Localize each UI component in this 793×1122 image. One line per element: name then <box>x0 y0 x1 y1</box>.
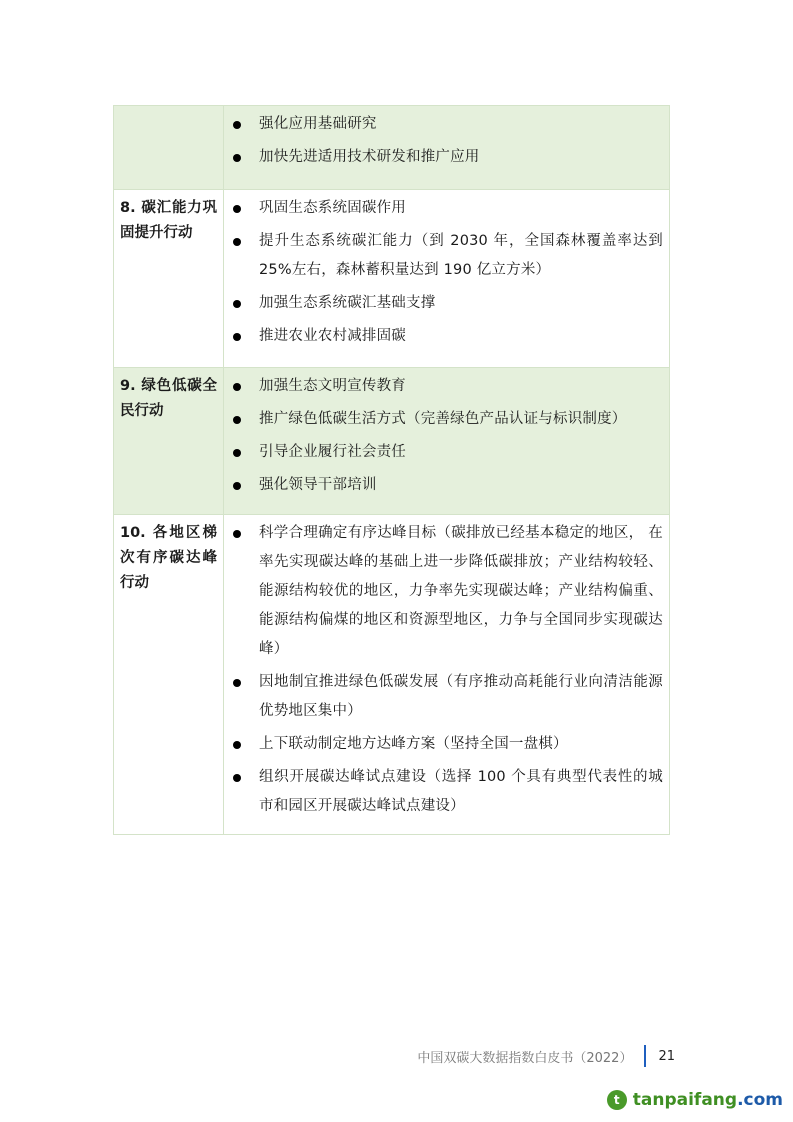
list-item: 上下联动制定地方达峰方案（坚持全国一盘棋） <box>224 730 663 759</box>
bullet-icon <box>233 154 241 162</box>
row-label: 9. 绿色低碳全民行动 <box>120 378 217 419</box>
list-item: 因地制宜推进绿色低碳发展（有序推动高耗能行业向清洁能源优势地区集中） <box>224 668 663 726</box>
list-item: 加强生态系统碳汇基础支撑 <box>224 289 663 318</box>
table-row <box>114 190 670 368</box>
bullet-icon <box>233 774 241 782</box>
bullet-icon <box>233 300 241 308</box>
list-item: 加强生态文明宣传教育 <box>224 372 663 401</box>
bullet-icon <box>233 416 241 424</box>
page-footer <box>417 1045 675 1067</box>
row-items-cell <box>224 515 670 835</box>
bullet-icon <box>233 482 241 490</box>
row-label-cell <box>114 515 224 835</box>
leaf-logo-icon: t <box>607 1090 627 1110</box>
footer-divider <box>644 1045 646 1067</box>
bullet-icon <box>233 121 241 129</box>
site-logo[interactable] <box>607 1090 783 1110</box>
list-item: 引导企业履行社会责任 <box>224 438 663 467</box>
row-label: 10. 各地区梯次有序碳达峰行动 <box>120 525 217 591</box>
list-item: 科学合理确定有序达峰目标（碳排放已经基本稳定的地区， 在率先实现碳达峰的基础上进一步降低碳排放；产业结构较轻、能源结构较优的地区，力争率先实现碳达峰；产业结构偏重、能源结构偏煤的地区和资源型地区，力争与全国同步实现碳达峰） <box>224 519 663 664</box>
bullet-icon <box>233 679 241 687</box>
row-items-cell <box>224 106 670 190</box>
row-label-cell <box>114 368 224 515</box>
list-item: 强化领导干部培训 <box>224 471 663 500</box>
bullet-icon <box>233 333 241 341</box>
action-table <box>113 105 670 835</box>
bullet-icon <box>233 530 241 538</box>
logo-text-domain: .com <box>737 1090 783 1110</box>
bullet-icon <box>233 238 241 246</box>
list-item: 强化应用基础研究 <box>224 110 663 139</box>
row-items-cell <box>224 368 670 515</box>
footer-title: 中国双碳大数据指数白皮书（2022） <box>417 1050 633 1066</box>
list-item: 加快先进适用技术研发和推广应用 <box>224 143 663 172</box>
logo-text: tanpaifang <box>632 1090 738 1110</box>
bullet-icon <box>233 383 241 391</box>
list-item: 推进农业农村减排固碳 <box>224 322 663 351</box>
row-label-cell <box>114 106 224 190</box>
page-number: 21 <box>658 1048 675 1064</box>
bullet-icon <box>233 741 241 749</box>
row-items-cell <box>224 190 670 368</box>
table-row <box>114 106 670 190</box>
table-row <box>114 515 670 835</box>
row-label: 8. 碳汇能力巩固提升行动 <box>120 200 217 241</box>
list-item: 巩固生态系统固碳作用 <box>224 194 663 223</box>
list-item: 组织开展碳达峰试点建设（选择 100 个具有典型代表性的城市和园区开展碳达峰试点建设） <box>224 763 663 821</box>
bullet-icon <box>233 205 241 213</box>
list-item: 提升生态系统碳汇能力（到 2030 年，全国森林覆盖率达到 25%左右，森林蓄积量达到 190 亿立方米） <box>224 227 663 285</box>
list-item: 推广绿色低碳生活方式（完善绿色产品认证与标识制度） <box>224 405 663 434</box>
table-row <box>114 368 670 515</box>
row-label-cell <box>114 190 224 368</box>
bullet-icon <box>233 449 241 457</box>
